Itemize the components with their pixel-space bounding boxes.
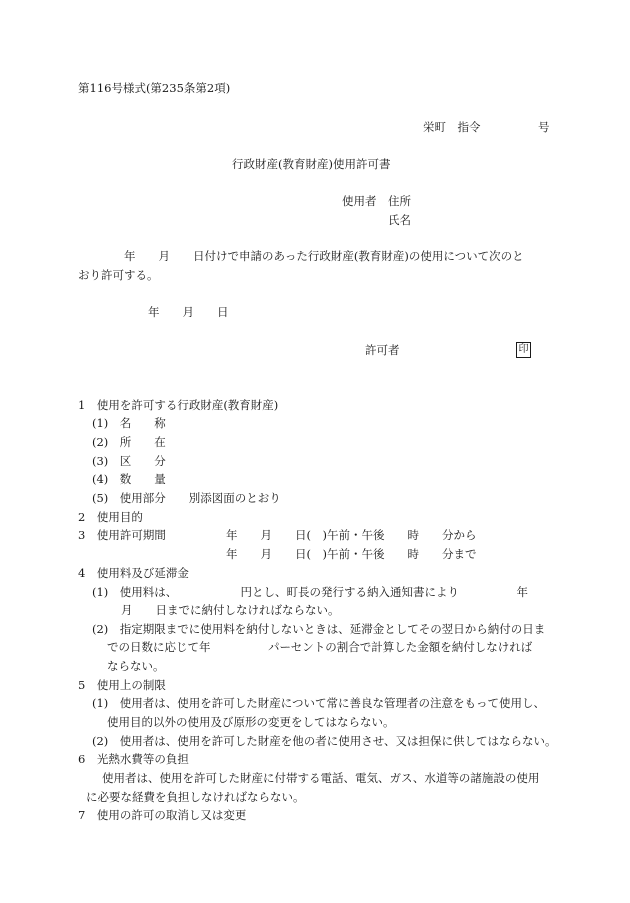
section-1-heading: 1 使用を許可する行政財産(教育財産): [78, 398, 279, 412]
section-3-heading: 3 使用許可期間: [78, 528, 166, 542]
section-4-p1-line-2: 月 日までに納付しなければならない。: [121, 603, 340, 617]
permitter-label: 許可者: [365, 343, 400, 357]
period-to: 年 月 日( )午前・午後 時 分まで: [226, 547, 477, 561]
section-5-p1-line-2: 使用目的以外の使用及び原形の変更をしてはならない。: [107, 715, 395, 729]
section-5-p2-line-1: (2) 使用者は、使用を許可した財産を他の者に使用させ、又は担保に供してはならない。: [92, 734, 557, 748]
section-6-line-1: 使用者は、使用を許可した財産に付帯する電話、電気、ガス、水道等の諸施設の使用: [102, 771, 540, 785]
user-name-label: 氏名: [388, 213, 411, 227]
document-title: 行政財産(教育財産)使用許可書: [232, 157, 391, 171]
period-from: 年 月 日( )午前・午後 時 分から: [226, 528, 477, 542]
section-1-item-4: (4) 数 量: [92, 472, 166, 486]
section-1-item-1: (1) 名 称: [92, 416, 166, 430]
section-1-item-3: (3) 区 分: [92, 454, 166, 468]
form-number: 第116号様式(第235条第2項): [78, 81, 231, 95]
user-address-label: 使用者 住所: [342, 194, 411, 208]
section-2-heading: 2 使用目的: [78, 510, 143, 524]
issue-date: 年 月 日: [148, 305, 229, 319]
reference-number: 栄町 指令 号: [423, 120, 550, 134]
section-6-line-2: に必要な経費を負担しなければならない。: [86, 790, 305, 804]
section-4-p2-line-2: での日数に応じて年 パーセントの割合で計算した金額を納付しなければ: [107, 640, 533, 654]
section-6-heading: 6 光熱水費等の負担: [78, 752, 189, 766]
section-4-heading: 4 使用料及び延滞金: [78, 566, 189, 580]
section-4-p2-line-1: (2) 指定期限までに使用料を納付しないときは、延滞金としてその翌日から納付の日ま: [92, 622, 546, 636]
intro-line-1: 年 月 日付けで申請のあった行政財産(教育財産)の使用について次のと: [78, 249, 524, 263]
section-5-heading: 5 使用上の制限: [78, 678, 166, 692]
section-4-p1-line-1: (1) 使用料は、 円とし、町長の発行する納入通知書により 年: [92, 585, 529, 599]
section-4-p2-line-3: ならない。: [107, 659, 165, 673]
section-1-item-2: (2) 所 在: [92, 435, 166, 449]
intro-line-2: おり許可する。: [78, 268, 159, 282]
section-5-p1-line-1: (1) 使用者は、使用を許可した財産について常に善良な管理者の注意をもって使用し、: [92, 696, 546, 710]
section-1-item-5: (5) 使用部分 別添図面のとおり: [92, 491, 281, 505]
seal-mark: 印: [516, 342, 531, 358]
section-7-heading: 7 使用の許可の取消し又は変更: [78, 808, 247, 822]
